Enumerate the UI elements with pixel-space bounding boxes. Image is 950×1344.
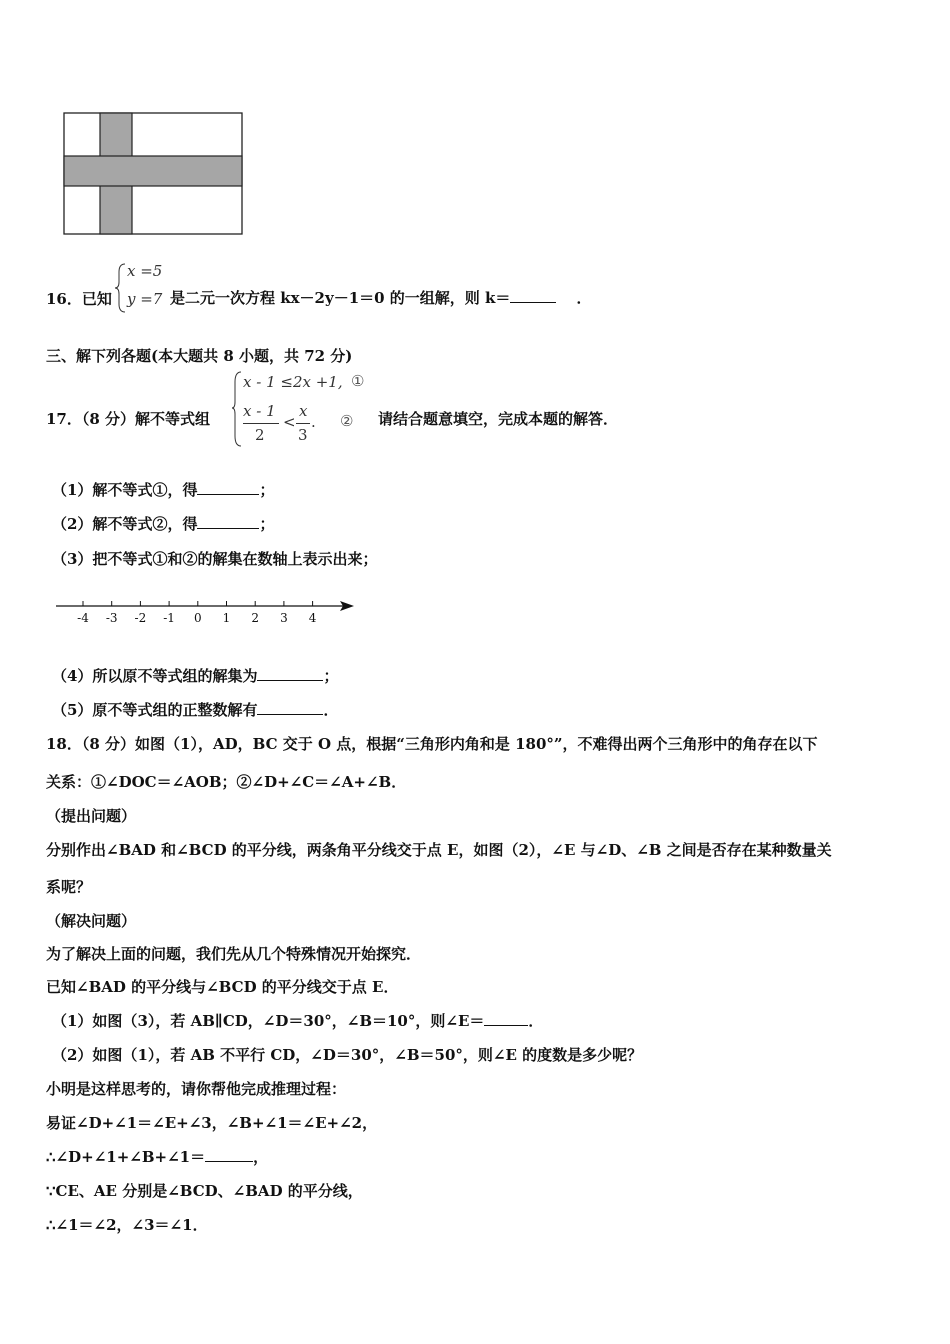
q17-step-5 (52, 699, 338, 720)
q18-line11-blank[interactable] (205, 1147, 253, 1162)
q17-step-4-end: ； (323, 667, 339, 685)
q18-line8: （2）如图（1），若 AB 不平行 CD，∠D＝30°，∠B＝50°，则∠E 的度数是多少呢？ (52, 1046, 643, 1064)
number-line-tick-label: 0 (193, 611, 202, 625)
q18-line10: 易证∠D+∠1＝∠E+∠3，∠B+∠1＝∠E+∠2， (46, 1114, 378, 1132)
q17-step-5-end: ． (323, 701, 339, 719)
q18-line7-end: ． (528, 1012, 544, 1030)
q18-line11-text: ∴∠D+∠1+∠B+∠1＝ (46, 1148, 206, 1166)
q17-step-4-blank[interactable] (257, 666, 323, 681)
number-line-tick-label: 2 (251, 611, 260, 625)
q17-step-2 (52, 513, 274, 534)
number-line-tick-label: -1 (163, 611, 175, 625)
q17-step-2-end: ； (259, 515, 275, 533)
q17-step-1-blank[interactable] (197, 480, 259, 495)
q17-step-1 (52, 479, 274, 500)
cross-rectangle-figure (60, 110, 248, 238)
q17-brace (231, 370, 243, 448)
q17-step-2-blank[interactable] (197, 514, 259, 529)
q18-line7 (52, 1010, 543, 1031)
q17-step-2-label: （2）解不等式②，得 (52, 515, 198, 533)
number-line-tick-label: -3 (105, 611, 118, 625)
q17-step-5-label: （5）原不等式组的正整数解有 (52, 701, 258, 719)
q17-step-1-end: ； (259, 481, 275, 499)
number-line-tick-label: -4 (77, 611, 89, 625)
q17-rhs-denominator: 3 (298, 426, 308, 444)
q18-line12: ∵CE、AE 分别是∠BCD、∠BAD 的平分线， (46, 1182, 363, 1200)
q16-brace (114, 262, 128, 314)
q17-step-3: （3）把不等式①和②的解集在数轴上表示出来； (52, 550, 378, 568)
q17-rhs-fraction-bar (296, 423, 310, 424)
q17-prefix: 17．（8 分）解不等式组 (46, 410, 211, 428)
q18-line1: 18．（8 分）如图（1），AD，BC 交于 O 点，根据“三角形内角和是 180°”，不难得出两个三角形中的角存在以下 (46, 735, 818, 753)
q18-line11-end: ， (253, 1148, 269, 1166)
q18-line6: 已知∠BAD 的平分线与∠BCD 的平分线交于点 E． (46, 978, 399, 996)
q17-ineq2-fraction-bar (243, 423, 279, 424)
q18-line4: 系呢？ (46, 878, 92, 896)
section-3-title: 三、解下列各题(本大题共 8 小题，共 72 分) (46, 347, 353, 365)
q16-text (170, 287, 591, 308)
q18-heading-solve: （解决问题） (46, 912, 137, 930)
number-line-tick-label: 1 (222, 611, 231, 625)
q17-inequality-1: x - 1 ≤2x +1, (243, 373, 343, 391)
q17-less-than: < (283, 413, 296, 431)
q17-step-1-label: （1）解不等式①，得 (52, 481, 198, 499)
q17-rhs-numerator: x (299, 402, 308, 420)
number-line-tick-label: 4 (308, 611, 317, 625)
number-line-tick-label: -2 (134, 611, 147, 625)
q18-line7-text: （1）如图（3），若 AB∥CD，∠D＝30°，∠B＝10°，则∠E＝ (52, 1012, 485, 1030)
q18-heading-problem: （提出问题） (46, 807, 137, 825)
q18-line9: 小明是这样思考的，请你帮他完成推理过程： (46, 1080, 347, 1098)
q17-circle-2: ② (340, 412, 354, 430)
q17-circle-1: ① (351, 372, 365, 390)
q18-line13: ∴∠1＝∠2，∠3＝∠1． (46, 1216, 208, 1234)
q16-answer-blank[interactable] (510, 288, 556, 303)
number-line (54, 596, 364, 630)
q18-line3: 分别作出∠BAD 和∠BCD 的平分线，两条角平分线交于点 E，如图（2），∠E 与∠D、∠B 之间是否存在某种数量关 (46, 841, 832, 859)
q18-line7-blank[interactable] (484, 1011, 528, 1026)
q17-step-5-blank[interactable] (257, 700, 323, 715)
q17-ineq2-numerator: x - 1 (243, 402, 276, 420)
q16-suffix: ． (576, 289, 592, 307)
q17-ineq2-denominator: 2 (255, 426, 265, 444)
q18-line5: 为了解决上面的问题，我们先从几个特殊情况开始探究． (46, 945, 422, 963)
q16-system-line1: x =5 (127, 262, 163, 280)
q16-system-line2: y =7 (127, 290, 163, 308)
q17-step-4-label: （4）所以原不等式组的解集为 (52, 667, 258, 685)
q18-line2: 关系：①∠DOC＝∠AOB；②∠D+∠C＝∠A+∠B． (46, 773, 407, 791)
q16-prefix: 16．已知 (46, 290, 112, 308)
q18-line11 (46, 1146, 268, 1167)
q17-suffix: 请结合题意填空，完成本题的解答． (378, 410, 619, 428)
q17-ineq2-period: . (311, 413, 316, 431)
number-line-tick-label: 3 (280, 611, 288, 625)
q17-step-4 (52, 665, 338, 686)
q16-question-text: 是二元一次方程 kx－2y－1＝0 的一组解，则 k＝ (170, 289, 511, 307)
